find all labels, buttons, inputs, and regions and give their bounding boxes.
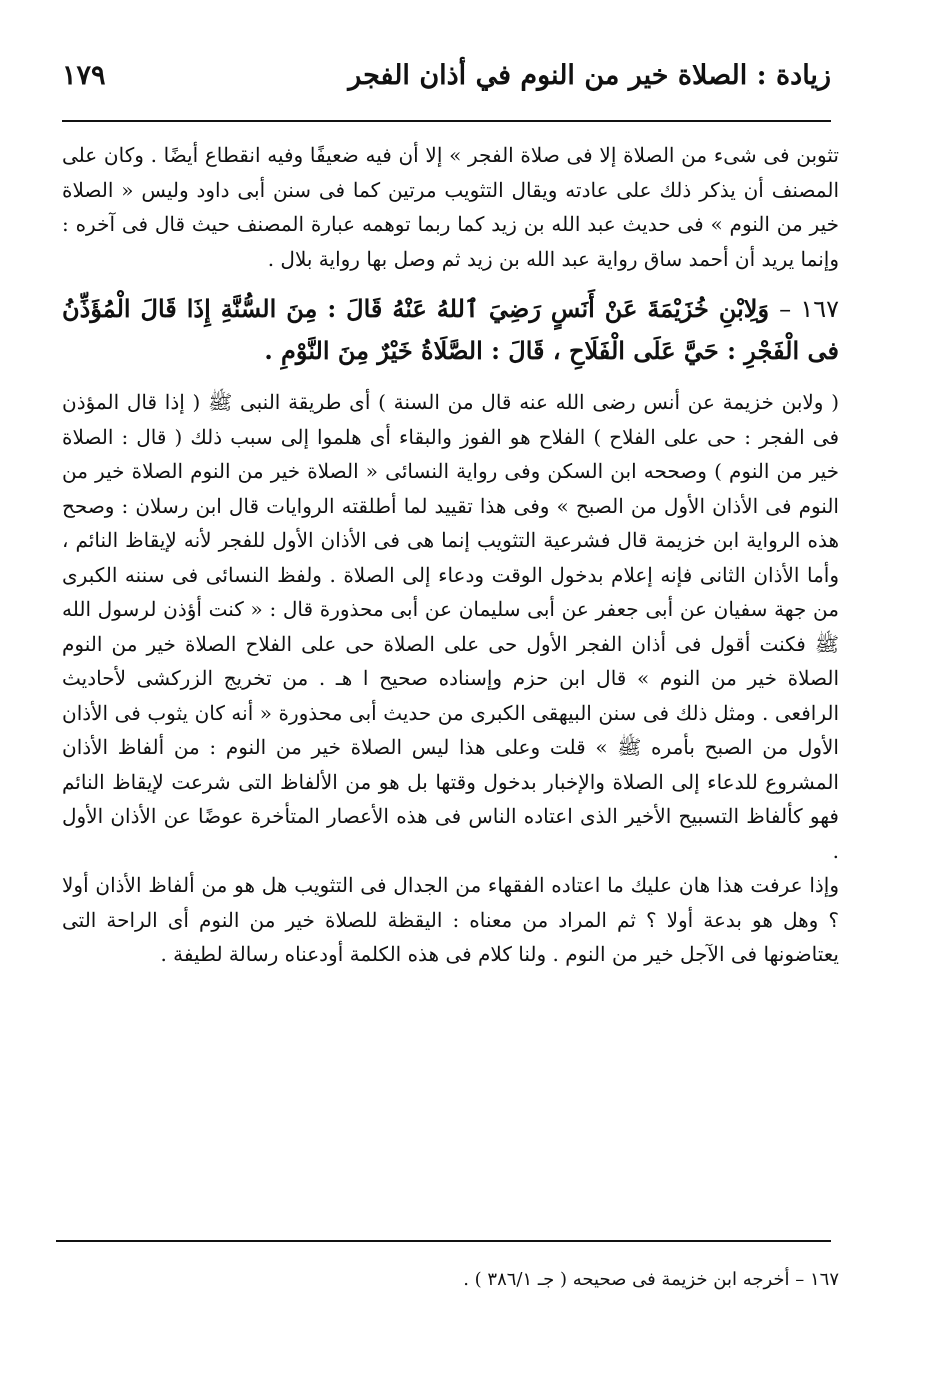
footnote: ١٦٧ – أخرجه ابن خزيمة فى صحيحه ( جـ ٣٨٦/١ ) . [463,1269,839,1290]
paragraph-closing: وإذا عرفت هذا هان عليك ما اعتاده الفقهاء من الجدال فى التثويب هل هو من ألفاظ الأذان أولا ؟ وهل هو بدعة أولا ؟ ثم المراد من معناه : اليقظة للصلاة خير من النوم أى الراحة التى يعتاضونها فى الآجل خير من النوم . ولنا كلام فى هذه الكلمة أودعناه رسالة لطيفة . [62,873,839,966]
paragraph-commentary: ( ولابن خزيمة عن أنس رضى الله عنه قال من السنة ) أى طريقة النبى ﷺ ( إذا قال المؤذن فى الفجر : حى على الفلاح ) الفلاح هو الفوز والبقاء أى هلموا إلى سبب ذلك ( قال : الصلاة خير من النوم ) وصححه ابن السكن وفى رواية النسائى « الصلاة خير من النوم الصلاة خير من النوم فى الأذان الأول من الصبح » وفى هذا تقييد لما أطلقته الروايات قال ابن رسلان : وصحح هذه الرواية ابن خزيمة قال فشرعية التثويب إنما هى فى الأذان الأول للفجر لأنه لإيقاظ النائم ، وأما الأذان الثانى فإنه إعلام بدخول الوقت ودعاء إلى الصلاة . ولفظ النسائى فى سننه الكبرى من جهة سفيان عن أبى جعفر عن أبى سليمان عن أبى محذورة قال : « كنت أؤذن لرسول الله ﷺ فكنت أقول فى أذان الفجر الأول حى على الصلاة حى على الفلاح الصلاة خير من النوم الصلاة خير من النوم » قال ابن حزم وإسناده صحيح ا هـ . من تخريج الزركشى لأحاديث الرافعى . ومثل ذلك فى سنن البيهقى الكبرى من حديث أبى محذورة « أنه كان يثوب فى الأذان الأول من الصبح بأمره ﷺ » قلت وعلى هذا ليس الصلاة خير من النوم : من ألفاظ الأذان المشروع للدعاء إلى الصلاة والإخبار بدخول وقتها بل هو من الألفاظ التى شرعت لإيقاظ النائم فهو كألفاظ التسبيح الأخير الذى اعتاده الناس فى هذه الأعصار المتأخرة عوضًا عن الأذان الأول . [62,390,839,863]
hadith-number: ١٦٧ – [779,295,839,323]
hadith-block [62,288,839,371]
page-header [62,52,831,100]
hadith-text: وَلِابْنِ خُزَيْمَةَ عَنْ أَنَسٍ رَضِيَ ٱللهُ عَنْهُ قَالَ : مِنَ السُّنَّةِ إِذَا قَالَ الْمُؤَذِّنُ فى الْفَجْرِ : حَيَّ عَلَى الْفَلَاحِ ، قَالَ : الصَّلَاةُ خَيْرٌ مِنَ النَّوْمِ . [62,294,839,365]
running-title: زيادة : الصلاة خير من النوم في أذان الفجر [348,60,831,91]
page-number: ١٧٩ [62,60,106,91]
footnote-rule [56,1240,831,1242]
paragraph-intro: تثوبن فى شىء من الصلاة إلا فى صلاة الفجر » إلا أن فيه ضعيفًا وفيه انقطاع أيضًا . وكان على المصنف أن يذكر ذلك على عادته ويقال التثويب مرتين كما فى سنن أبى داود وليس « الصلاة خير من النوم » فى حديث عبد الله بن زيد كما ربما توهمه عبارة المصنف حيث قال فى آخره : وإنما يريد أن أحمد ساق رواية عبد الله بن زيد ثم وصل بها رواية بلال . [62,143,839,271]
header-rule [62,120,831,122]
main-text [62,138,839,972]
